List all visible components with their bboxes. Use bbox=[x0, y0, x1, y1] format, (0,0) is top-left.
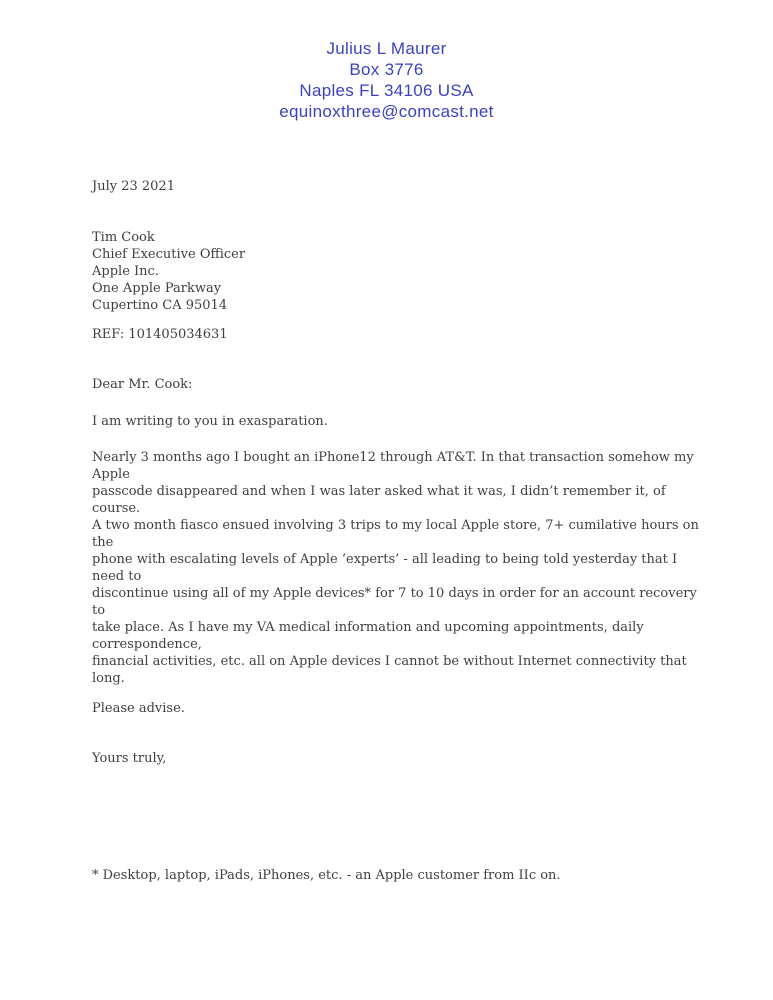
closing: Yours truly, bbox=[92, 751, 167, 766]
recipient-street: One Apple Parkway bbox=[92, 281, 222, 296]
paragraph-main-line: phone with escalating levels of Apple ‘experts’ - all leading to being told yesterday that I need to bbox=[92, 552, 678, 584]
letterhead bbox=[0, 0, 773, 122]
recipient-title: Chief Executive Officer bbox=[92, 247, 246, 262]
footnote: * Desktop, laptop, iPads, iPhones, etc. - an Apple customer from IIc on. bbox=[92, 868, 561, 883]
recipient-city: Cupertino CA 95014 bbox=[92, 298, 228, 313]
recipient-name: Tim Cook bbox=[92, 230, 155, 245]
paragraph-main-line: financial activities, etc. all on Apple devices I cannot be without Internet connectivity that long. bbox=[92, 654, 687, 686]
paragraph-please-advise: Please advise. bbox=[92, 701, 185, 716]
paragraph-main-line: take place. As I have my VA medical information and upcoming appointments, daily correspondence, bbox=[92, 620, 644, 652]
sender-address-city: Naples FL 34106 USA bbox=[299, 81, 474, 100]
reference-number: REF: 101405034631 bbox=[92, 327, 228, 342]
sender-address-box: Box 3776 bbox=[349, 60, 424, 79]
salutation: Dear Mr. Cook: bbox=[92, 377, 193, 392]
recipient-address-block bbox=[92, 229, 703, 314]
letter-body bbox=[92, 178, 703, 884]
recipient-company: Apple Inc. bbox=[92, 264, 159, 279]
paragraph-main-line: discontinue using all of my Apple devices* for 7 to 10 days in order for an account recovery to bbox=[92, 586, 697, 618]
letter-date: July 23 2021 bbox=[92, 179, 175, 194]
paragraph-main bbox=[92, 449, 703, 687]
paragraph-main-line: A two month fiasco ensued involving 3 trips to my local Apple store, 7+ cumilative hours on the bbox=[92, 518, 699, 550]
paragraph-main-line: passcode disappeared and when I was later asked what it was, I didn’t remember it, of course. bbox=[92, 484, 666, 516]
paragraph-main-line: Nearly 3 months ago I bought an iPhone12 through AT&T. In that transaction somehow my Apple bbox=[92, 450, 694, 482]
sender-email: equinoxthree@comcast.net bbox=[279, 102, 494, 121]
sender-name: Julius L Maurer bbox=[326, 39, 447, 58]
paragraph-intro: I am writing to you in exasparation. bbox=[92, 414, 328, 429]
